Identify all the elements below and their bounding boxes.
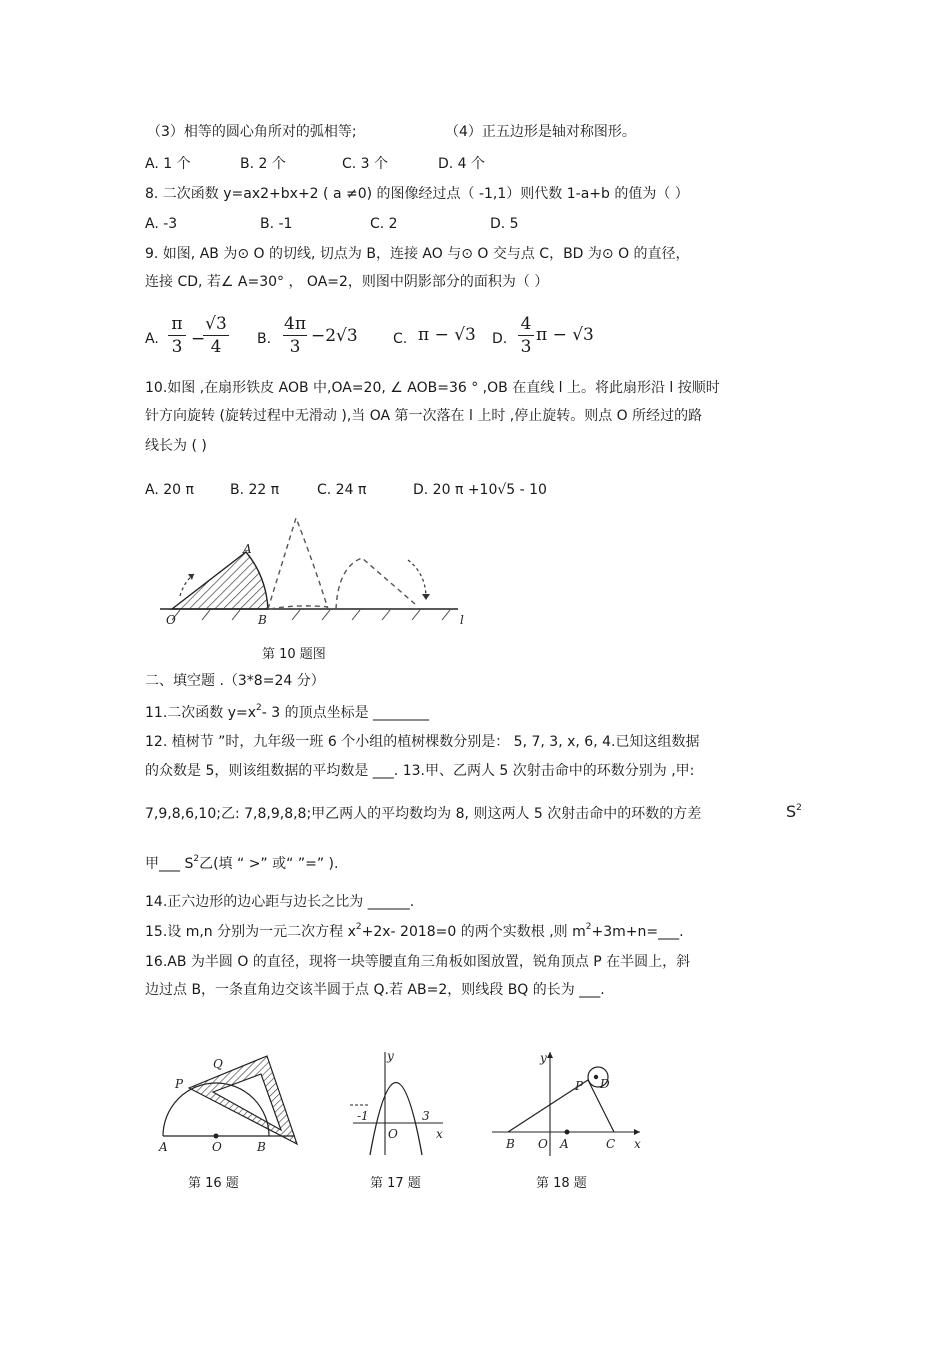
label-x: x [436,1127,443,1141]
q13-s-letter: S [786,802,797,821]
q9-stem-2: 连接 CD, 若∠ A=30° ， OA=2，则图中阴影部分的面积为（ ） [145,274,549,290]
q9-option-a-label: A. [145,331,159,347]
q9-option-a-frac2 [203,314,229,357]
label-b: B [257,1140,266,1154]
label-y: y [540,1051,547,1065]
label-y: y [387,1049,394,1063]
q8-option-b: B. -1 [260,216,293,232]
label-x: x [634,1137,641,1151]
q14: 14.正六边形的边心距与边长之比为 ______. [145,894,415,910]
figure-18-caption: 第 18 题 [536,1176,587,1191]
label-a: A [560,1137,569,1151]
figure-16-caption: 第 16 题 [188,1176,239,1191]
q9-option-c-label: C. [393,331,408,347]
label-c: C [606,1137,616,1151]
q7-option-b: B. 2 个 [240,156,286,172]
label-o: O [538,1137,548,1151]
q12-line-1: 12. 植树节 ”时，九年级一班 6 个小组的植树棵数分别是： 5, 7, 3, x, 6, 4.已知这组数据 [145,734,700,750]
q8-stem: 8. 二次函数 y=ax2+bx+2 ( a ≠0) 的图像经过点（ -1,1）则代数 1-a+b 的值为（ ） [145,186,689,202]
minus-sign: − [191,329,206,349]
label-o: O [212,1140,222,1154]
q10-option-b: B. 22 π [230,482,280,498]
q15-mid: +2x- 2018=0 的两个实数根 ,则 m [361,924,586,940]
q13-line-2 [145,855,338,875]
label-minus-1: -1 [357,1109,369,1123]
figure-17 [348,1050,448,1160]
q13b-tail: 乙(填 “ >” 或“ ”=” ). [199,856,339,872]
q8-option-d: D. 5 [490,216,519,232]
q7-option-c: C. 3 个 [342,156,389,172]
q15-text: 15.设 m,n 分别为一元二次方程 x [145,924,356,940]
q10-stem-1: 10.如图 ,在扇形铁皮 AOB 中,OA=20, ∠ AOB=36 ° ,OB 在直线 l 上。将此扇形沿 l 按顺时 [145,380,720,396]
section-fill-in-heading: 二、填空题 .（3*8=24 分） [145,673,325,689]
q11-tail: - 3 的顶点坐标是 ________ [261,705,430,721]
frac-denominator: 3 [289,337,301,357]
q13b-sup: 2 [193,854,200,864]
label-l: l [460,613,464,627]
figure-10 [150,512,480,632]
q10-option-a: A. 20 π [145,482,194,498]
label-p: P [175,1077,184,1091]
q15 [145,923,684,943]
q9-option-c-expr: π − √3 [418,325,476,345]
figure-16 [155,1048,345,1158]
q13b-pre: 甲___ S [145,856,194,872]
q9-stem-1: 9. 如图, AB 为⊙ O 的切线, 切点为 B，连接 AO 与⊙ O 交与点 C，BD 为⊙ O 的直径， [145,246,690,262]
q9-option-a-frac1 [168,314,186,357]
q11 [145,704,429,724]
q11-sup: 2 [256,703,262,713]
q13-s [786,803,802,824]
q9-option-d-frac [518,314,534,357]
label-b: B [258,613,267,627]
q8-option-a: A. -3 [145,216,178,232]
frac-denominator: 4 [210,337,222,357]
label-b: B [506,1137,515,1151]
frac-numerator: 4π [284,314,306,334]
q6-item-3: （3）相等的圆心角所对的弧相等; [147,124,357,140]
q6-item-4: （4）正五边形是轴对称图形。 [445,124,636,140]
frac-denominator: 3 [520,337,532,357]
label-o: O [388,1127,398,1141]
q7-option-d: D. 4 个 [438,156,486,172]
frac-numerator: π [171,314,183,334]
q15-tail: +3m+n=___. [591,924,684,940]
label-3: 3 [422,1109,430,1123]
q7-option-a: A. 1 个 [145,156,191,172]
label-d: D [600,1077,610,1091]
figure-18 [490,1048,650,1158]
figure-17-caption: 第 17 题 [370,1176,421,1191]
frac-denominator: 3 [171,337,183,357]
q10-stem-3: 线长为 ( ) [145,438,207,454]
label-a: A [159,1140,168,1154]
label-o: O [166,613,176,627]
q9-option-b-tail: −2√3 [311,326,358,346]
q13-s-sup: 2 [796,803,802,813]
q10-option-c: C. 24 π [317,482,367,498]
q15-sup2: 2 [585,922,592,932]
q9-option-d-tail: π − √3 [536,325,594,345]
label-p: P [575,1079,584,1093]
frac-numerator: √3 [205,314,227,334]
figure-10-caption: 第 10 题图 [262,647,326,662]
q10-option-d: D. 20 π +10√5 - 10 [413,482,547,498]
q9-option-b-label: B. [257,331,272,347]
q16-line-1: 16.AB 为半圆 O 的直径，现将一块等腰直角三角板如图放置，锐角顶点 P 在半圆上，斜 [145,954,691,970]
q11-text: 11.二次函数 y=x [145,705,257,721]
q9-option-b-frac [283,314,307,357]
label-q: Q [213,1057,223,1071]
q13-line-1: 7,9,8,6,10;乙: 7,8,9,8,8;甲乙两人的平均数均为 8, 则这两人 5 次射击命中的环数的方差 [145,806,702,822]
q9-option-d-label: D. [492,331,508,347]
label-a: A [243,542,252,556]
q12-line-2: 的众数是 5，则该组数据的平均数是 ___. 13.甲、乙两人 5 次射击命中的环数分别为 ,甲: [145,763,695,779]
q8-option-c: C. 2 [370,216,398,232]
q15-sup1: 2 [355,922,362,932]
q10-stem-2: 针方向旋转 (旋转过程中无滑动 ),当 OA 第一次落在 l 上时 ,停止旋转。则点 O 所经过的路 [145,408,703,424]
q16-line-2: 边过点 B，一条直角边交该半圆于点 Q.若 AB=2，则线段 BQ 的长为 ___. [145,982,605,998]
frac-numerator: 4 [520,314,532,334]
